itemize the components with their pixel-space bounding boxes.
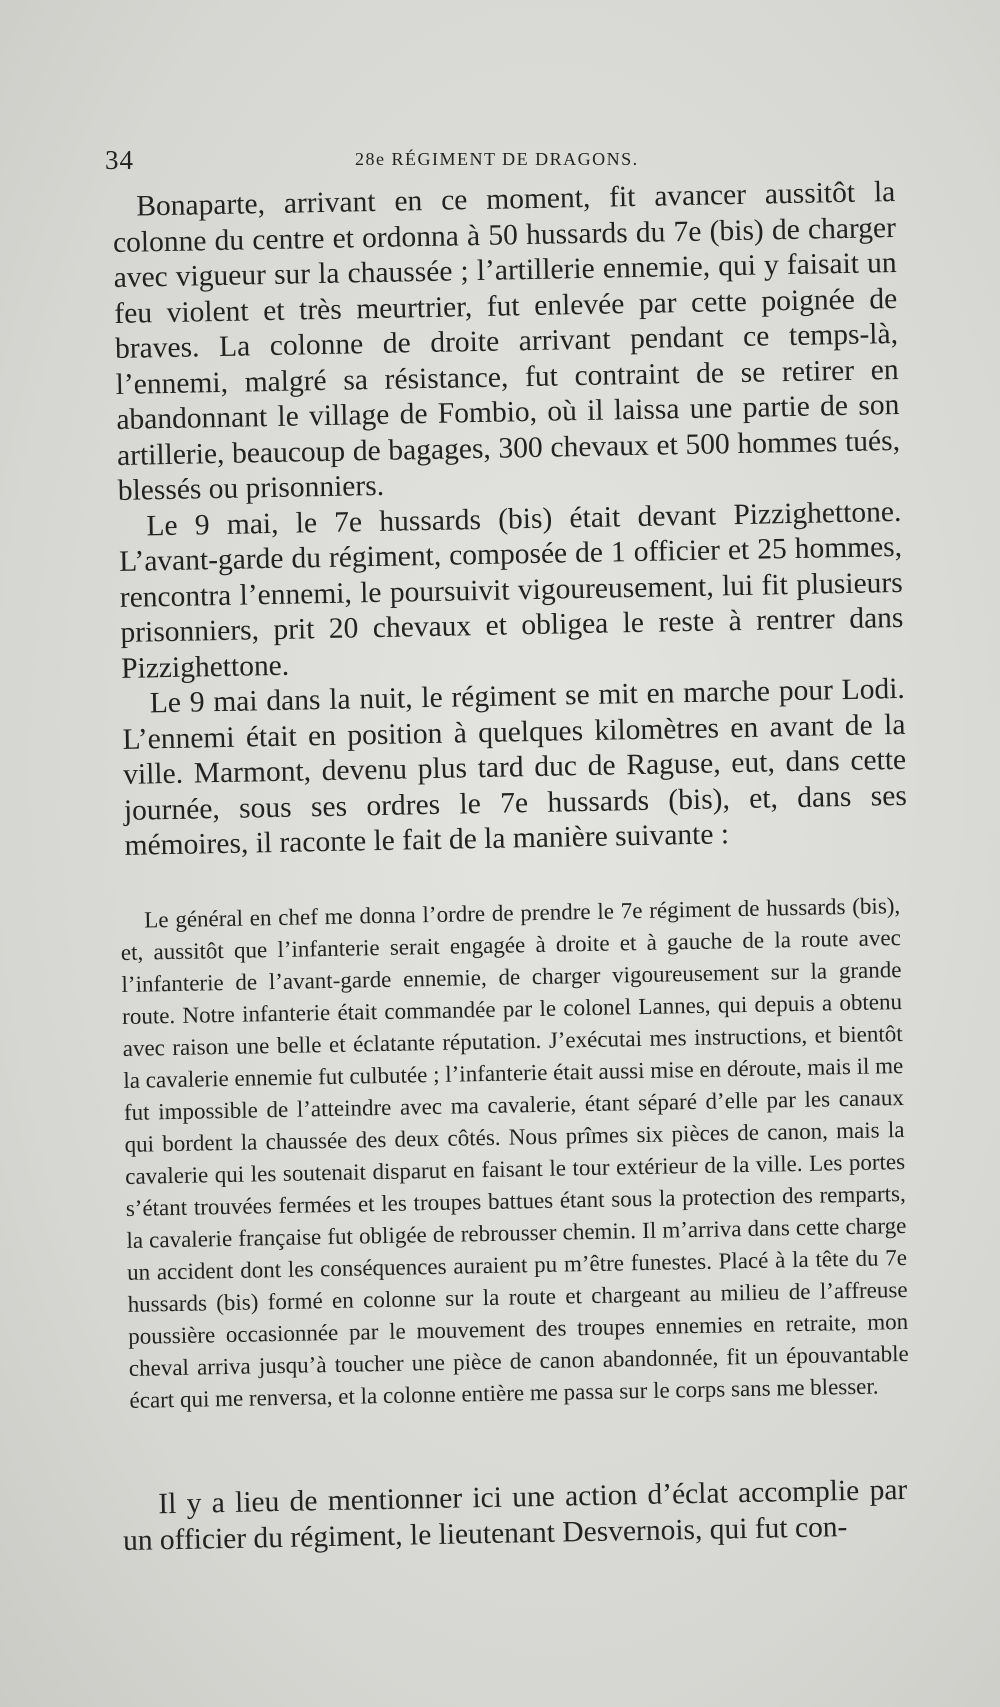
memoir-quote xyxy=(120,890,910,1417)
paragraph-1: Bonaparte, arrivant en ce moment, fit avancer aussitôt la colonne du centre et ordonna à 50 hussards du 7e (bis) de charger avec vigueur sur la chaussée ; l’artillerie ennemie, qui y faisait un feu violent et très meurtrier, fut enlevée par cette poignée de braves. La colonne de droite arrivant pendant ce temps-là, l’ennemi, malgré sa résistance, fut contraint de se retirer en abandonnant le village de Fombio, où il laissa une partie de son artillerie, beaucoup de bagages, 300 chevaux et 500 hommes tués, blessés ou prisonniers. xyxy=(112,175,901,507)
main-text xyxy=(112,175,908,864)
page-number: 34 xyxy=(105,145,134,175)
paragraph-3: Le 9 mai dans la nuit, le régiment se mit en marche pour Lodi. L’ennemi était en position à quelques kilomètres en avant de la ville. Marmont, devenu plus tard duc de Raguse, eut, dans cette journée, sous ses ordres le 7e hussards (bis), et, dans ses mémoires, il raconte le fait de la manière suivante : xyxy=(122,672,908,862)
paragraph-2: Le 9 mai, le 7e hussards (bis) était devant Pizzighettone. L’avant-garde du régiment, composée de 1 officier et 25 hommes, rencontra l’ennemi, le poursuivit vigoureusement, lui fit plusieurs prisonniers, prit 20 chevaux et obligea le reste à rentrer dans Pizzighettone. xyxy=(118,495,904,685)
running-head xyxy=(105,145,705,185)
running-title: 28e RÉGIMENT DE DRAGONS. xyxy=(355,149,639,169)
quote-paragraph: Le général en chef me donna l’ordre de prendre le 7e régiment de hussards (bis), et, aussitôt que l’infanterie serait engagée à droite et à gauche de la route avec l’infanterie de l’avant-garde ennemie, de charger vigoureusement sur la grande route. Notre infanterie était commandée par le colonel Lannes, qui depuis a obtenu avec raison une belle et éclatante réputation. J’exécutai mes instructions, et bientôt la cavalerie ennemie fut culbutée ; l’infanterie était aussi mise en déroute, mais il me fut impossible de l’atteindre avec ma cavalerie, étant séparé d’elle par les canaux qui bordent la chaussée des deux côtés. Nous prîmes six pièces de canon, mais la cavalerie qui les soutenait disparut en faisant le tour extérieur de la ville. Les portes s’étant trouvées fermées et les troupes battues étant sous la protection des remparts, la cavalerie française fut obligée de rebrousser chemin. Il m’arriva dans cette charge un accident dont les conséquences auraient pu m’être funestes. Placé à la tête du 7e hussards (bis) formé en colonne sur la route et chargeant au milieu de l’affreuse poussière occasionnée par le mouvement des troupes ennemies en retraite, mon cheval arriva jusqu’à toucher une pièce de canon abandonnée, fit un épouvantable écart qui me renversa, et la colonne entière me passa sur le corps sans me blesser. xyxy=(120,893,909,1413)
paragraph-4: Il y a lieu de mentionner ici une action d’éclat accomplie par un officier du régiment, le lieutenant Desvernois, qui fut con- xyxy=(122,1473,908,1557)
closing-text xyxy=(122,1473,908,1559)
